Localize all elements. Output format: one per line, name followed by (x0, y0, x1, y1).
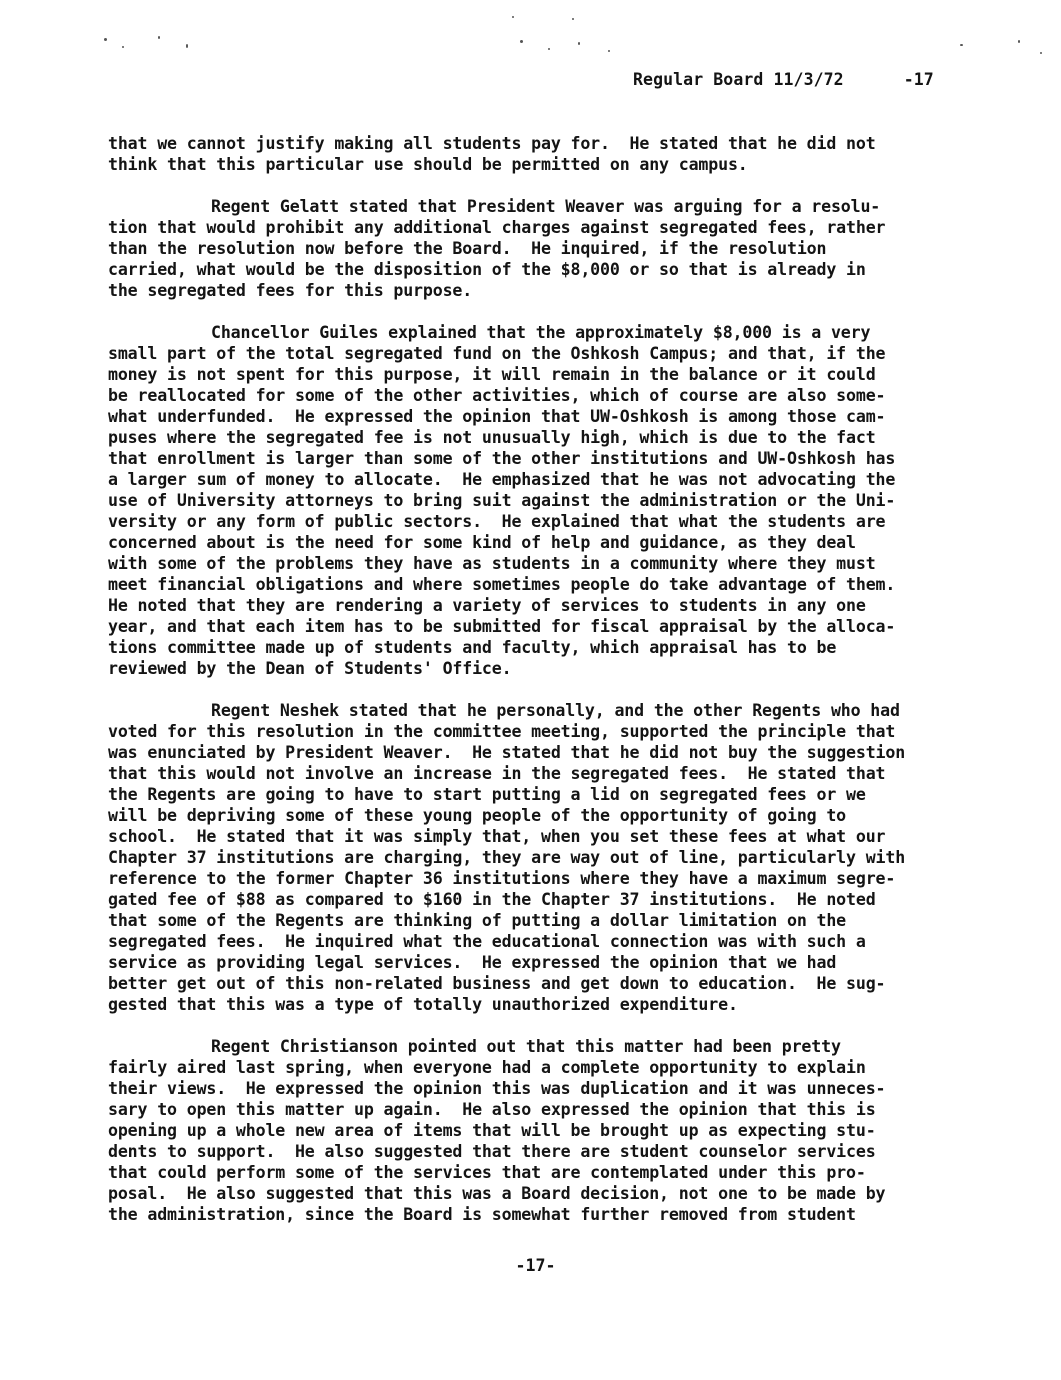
paragraph (108, 322, 968, 679)
text-line: Regent Christianson pointed out that this matter had been pretty (211, 1037, 841, 1056)
scan-speck (512, 16, 514, 18)
text-line: will be depriving some of these young people of the opportunity of going to (108, 806, 847, 825)
text-line: carried, what would be the disposition of the $8,000 or so that is already in (108, 260, 866, 279)
text-line: Chapter 37 institutions are charging, they are way out of line, particularly with (108, 848, 906, 867)
scan-speck (608, 50, 610, 52)
text-line: money is not spent for this purpose, it will remain in the balance or it could (108, 365, 876, 384)
text-line: use of University attorneys to bring suit against the administration or the Uni- (108, 491, 896, 510)
paragraph (108, 133, 968, 175)
text-line: Chancellor Guiles explained that the approximately $8,000 is a very (211, 323, 871, 342)
text-line: with some of the problems they have as students in a community where they must (108, 554, 876, 573)
text-line: segregated fees. He inquired what the educational connection was with such a (108, 932, 866, 951)
scan-speck (1040, 52, 1042, 54)
text-line: small part of the total segregated fund on the Oshkosh Campus; and that, if the (108, 344, 886, 363)
scan-speck (520, 40, 523, 43)
text-line: dents to support. He also suggested that there are student counselor services (108, 1142, 876, 1161)
text-line: the administration, since the Board is somewhat further removed from student (108, 1205, 856, 1224)
text-line: He noted that they are rendering a variety of services to students in any one (108, 596, 866, 615)
paragraph (108, 1036, 968, 1225)
text-line: school. He stated that it was simply that, when you set these fees at what our (108, 827, 886, 846)
text-line: reference to the former Chapter 36 institutions where they have a maximum segre- (108, 869, 896, 888)
text-line: that this would not involve an increase in the segregated fees. He stated that (108, 764, 886, 783)
header-page-number: -17 (903, 70, 934, 89)
text-line: voted for this resolution in the committee meeting, supported the principle that (108, 722, 896, 741)
text-line: better get out of this non-related business and get down to education. He sug- (108, 974, 886, 993)
text-line: the Regents are going to have to start putting a lid on segregated fees or we (108, 785, 866, 804)
document-body (108, 133, 968, 1246)
scan-speck (572, 18, 574, 20)
text-line: gested that this was a type of totally unauthorized expenditure. (108, 995, 738, 1014)
page-header (633, 70, 934, 89)
text-line: tion that would prohibit any additional charges against segregated fees, rather (108, 218, 886, 237)
text-line: year, and that each item has to be submitted for fiscal appraisal by the alloca- (108, 617, 896, 636)
text-line: puses where the segregated fee is not unusually high, which is due to the fact (108, 428, 876, 447)
page-footer-number: -17- (515, 1256, 556, 1275)
text-line: the segregated fees for this purpose. (108, 281, 473, 300)
text-line: what underfunded. He expressed the opinion that UW-Oshkosh is among those cam- (108, 407, 886, 426)
text-line: meet financial obligations and where sometimes people do take advantage of them. (108, 575, 896, 594)
text-line: that some of the Regents are thinking of putting a dollar limitation on the (108, 911, 847, 930)
text-line: gated fee of $88 as compared to $160 in the Chapter 37 institutions. He noted (108, 890, 876, 909)
text-line: that could perform some of the services that are contemplated under this pro- (108, 1163, 866, 1182)
text-line: concerned about is the need for some kind of help and guidance, as they deal (108, 533, 856, 552)
scan-speck (960, 44, 963, 46)
header-title: Regular Board 11/3/72 (633, 70, 844, 89)
text-line: sary to open this matter up again. He also expressed the opinion that this is (108, 1100, 876, 1119)
text-line: posal. He also suggested that this was a Board decision, not one to be made by (108, 1184, 886, 1203)
text-line: think that this particular use should be permitted on any campus. (108, 155, 748, 174)
text-line: their views. He expressed the opinion this was duplication and it was unneces- (108, 1079, 886, 1098)
paragraph (108, 700, 968, 1015)
text-line: reviewed by the Dean of Students' Office. (108, 659, 512, 678)
text-line: fairly aired last spring, when everyone had a complete opportunity to explain (108, 1058, 866, 1077)
text-line: opening up a whole new area of items that will be brought up as expecting stu- (108, 1121, 876, 1140)
text-line: than the resolution now before the Board. He inquired, if the resolution (108, 239, 827, 258)
text-line: that we cannot justify making all students pay for. He stated that he did not (108, 134, 876, 153)
scan-speck (578, 42, 580, 45)
scan-speck (104, 38, 107, 41)
text-line: that enrollment is larger than some of the other institutions and UW-Oshkosh has (108, 449, 896, 468)
paragraph (108, 196, 968, 301)
text-line: tions committee made up of students and faculty, which appraisal has to be (108, 638, 837, 657)
scan-speck (186, 44, 188, 48)
text-line: was enunciated by President Weaver. He stated that he did not buy the suggestion (108, 743, 906, 762)
text-line: service as providing legal services. He expressed the opinion that we had (108, 953, 837, 972)
text-line: Regent Neshek stated that he personally, and the other Regents who had (211, 701, 900, 720)
scan-speck (122, 46, 124, 48)
scan-speck (158, 36, 160, 39)
text-line: versity or any form of public sectors. He explained that what the students are (108, 512, 886, 531)
text-line: a larger sum of money to allocate. He emphasized that he was not advocating the (108, 470, 896, 489)
text-line: Regent Gelatt stated that President Weaver was arguing for a resolu- (211, 197, 881, 216)
text-line: be reallocated for some of the other activities, which of course are also some- (108, 386, 886, 405)
scan-speck (1018, 40, 1020, 43)
scan-speck (548, 48, 550, 50)
